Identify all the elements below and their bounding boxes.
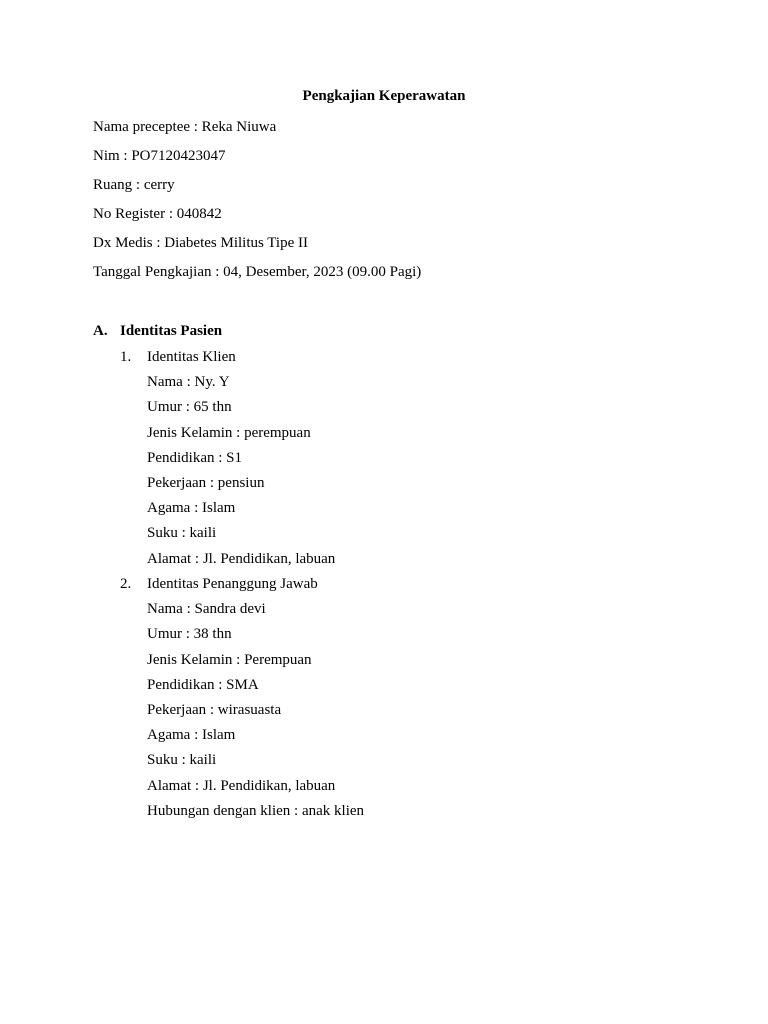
dx-medis: Dx Medis : Diabetes Militus Tipe II: [93, 235, 309, 251]
document-title: Pengkajian Keperawatan: [302, 88, 466, 104]
penanggung-suku: Suku : kaili: [147, 752, 217, 769]
section-a-letter: A.: [93, 323, 108, 339]
section-a-heading: [93, 321, 222, 341]
penanggung-umur: Umur : 38 thn: [147, 626, 232, 643]
preceptee-name: Nama preceptee : Reka Niuwa: [93, 119, 277, 135]
penanggung-number: 2.: [120, 576, 132, 592]
identitas-klien: [120, 347, 335, 574]
klien-alamat: Alamat : Jl. Pendidikan, labuan: [147, 550, 336, 567]
klien-umur: Umur : 65 thn: [147, 399, 232, 416]
klien-number: 1.: [120, 349, 132, 365]
penanggung-hubungan: Hubungan dengan klien : anak klien: [147, 802, 365, 819]
klien-pekerjaan: Pekerjaan : pensiun: [147, 474, 265, 491]
identitas-penanggung-jawab: [120, 574, 364, 826]
klien-jenis-kelamin: Jenis Kelamin : perempuan: [147, 424, 311, 441]
ruang: Ruang : cerry: [93, 177, 175, 193]
klien-nama: Nama : Ny. Y: [147, 374, 230, 391]
penanggung-pekerjaan: Pekerjaan : wirasuasta: [147, 701, 282, 718]
nim: Nim : PO7120423047: [93, 148, 226, 164]
klien-suku: Suku : kaili: [147, 525, 217, 542]
section-a-title: Identitas Pasien: [120, 323, 223, 339]
header-info: [93, 117, 421, 291]
penanggung-pendidikan: Pendidikan : SMA: [147, 676, 259, 693]
klien-title: Identitas Klien: [147, 349, 236, 365]
penanggung-title: Identitas Penanggung Jawab: [147, 576, 318, 592]
no-register: No Register : 040842: [93, 206, 222, 222]
penanggung-alamat: Alamat : Jl. Pendidikan, labuan: [147, 777, 336, 794]
tanggal-pengkajian: Tanggal Pengkajian : 04, Desember, 2023 (09.00 Pagi): [93, 264, 422, 280]
penanggung-jenis-kelamin: Jenis Kelamin : Perempuan: [147, 651, 312, 668]
klien-pendidikan: Pendidikan : S1: [147, 449, 243, 466]
penanggung-nama: Nama : Sandra devi: [147, 601, 266, 618]
penanggung-agama: Agama : Islam: [147, 727, 236, 744]
klien-agama: Agama : Islam: [147, 500, 236, 517]
